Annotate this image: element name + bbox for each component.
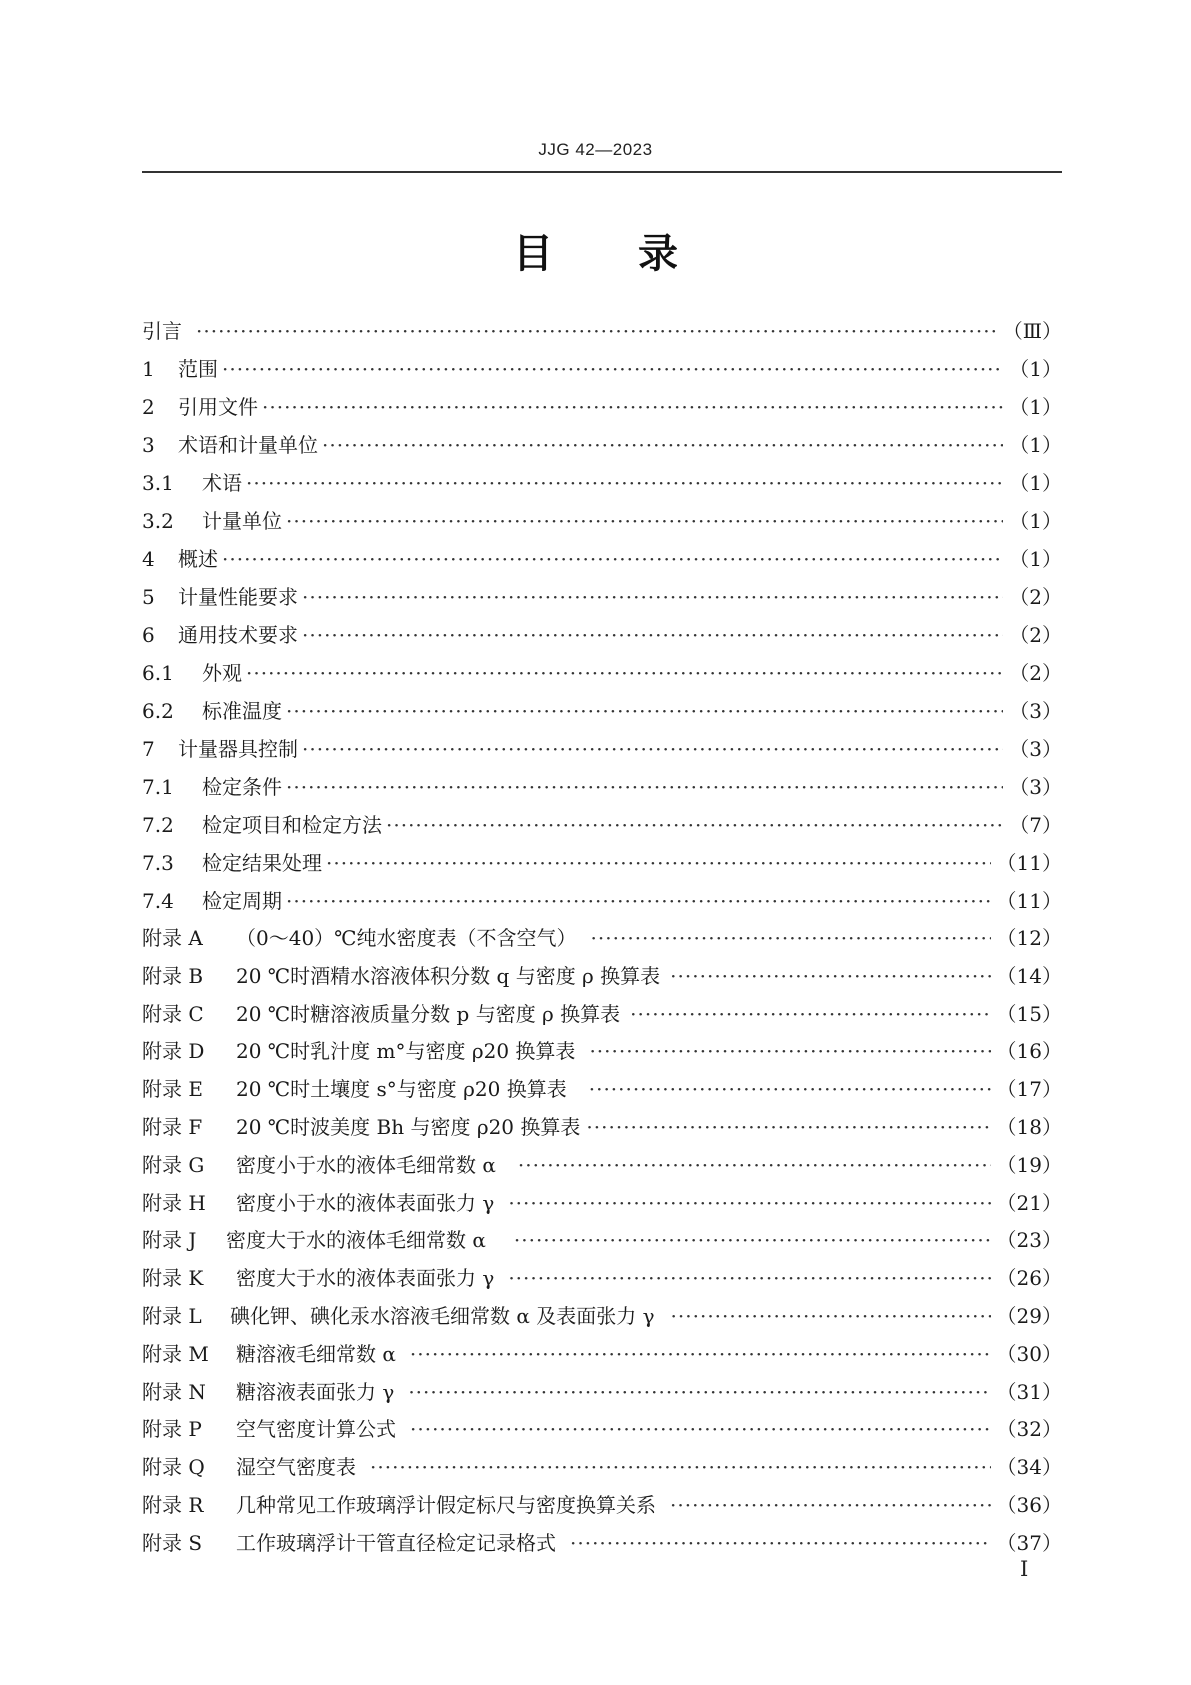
toc-entry-label: 几种常见工作玻璃浮计假定标尺与密度换算关系 [236, 1492, 656, 1517]
header-divider [142, 171, 1062, 173]
toc-entry-page: （Ⅲ） [1002, 319, 1062, 343]
toc-entry-label: 检定周期 [202, 889, 282, 913]
toc-entry-page: （32） [996, 1417, 1062, 1442]
toc-entry-appendix[interactable] [142, 1298, 1062, 1336]
toc-entry-page: （36） [996, 1492, 1062, 1517]
toc-entry-number: 附录 R [142, 1492, 204, 1517]
toc-entry[interactable] [142, 844, 1062, 882]
toc-entry-page: （1） [1009, 547, 1062, 571]
toc-leader-dots [670, 958, 990, 996]
toc-entry-number: 附录 N [142, 1379, 206, 1404]
toc-entry-page: （1） [1009, 509, 1062, 533]
toc-entry-label: 范围 [178, 357, 218, 381]
toc-entry-label: 碘化钾、碘化汞水溶液毛细常数 α 及表面张力 γ [230, 1303, 655, 1328]
toc-leader-dots [302, 578, 1003, 616]
toc-entry[interactable] [142, 654, 1062, 692]
toc-entry-number: 附录 K [142, 1266, 204, 1291]
toc-entry-page: （11） [996, 851, 1062, 875]
toc-entry[interactable] [142, 350, 1062, 388]
toc-entry-label: 工作玻璃浮计干管直径检定记录格式 [236, 1530, 556, 1555]
toc-entry-label: 密度大于水的液体毛细常数 α [226, 1228, 486, 1253]
toc-entry-appendix[interactable] [142, 1449, 1062, 1487]
toc-entry[interactable] [142, 388, 1062, 426]
table-of-contents [142, 312, 1062, 1563]
toc-entry-label: 术语和计量单位 [178, 433, 318, 457]
toc-entry-page: （15） [996, 1001, 1062, 1026]
toc-entry-label: 20 ℃时酒精水溶液体积分数 q 与密度 ρ 换算表 [236, 963, 661, 988]
toc-entry[interactable] [142, 730, 1062, 768]
toc-entry-page: （26） [996, 1266, 1062, 1291]
toc-entry-number: 5 [142, 585, 155, 609]
toc-entry-number: 7.2 [142, 813, 174, 837]
toc-entry-label: 检定项目和检定方法 [202, 813, 382, 837]
page-title-char-2: 录 [638, 231, 678, 277]
toc-entry[interactable] [142, 806, 1062, 844]
toc-entry-appendix[interactable] [142, 1185, 1062, 1223]
toc-leader-dots [408, 1374, 990, 1412]
toc-entry-number: 3.2 [142, 509, 174, 533]
toc-entry-number: 7.3 [142, 851, 174, 875]
toc-entry[interactable] [142, 426, 1062, 464]
toc-leader-dots [322, 426, 1003, 464]
toc-entry-label: 糖溶液表面张力 γ [236, 1379, 395, 1404]
toc-entry-label: 外观 [202, 661, 242, 685]
toc-leader-dots [630, 996, 990, 1034]
toc-leader-dots [589, 1033, 990, 1071]
toc-leader-dots [671, 1298, 991, 1336]
toc-entry-number: 附录 Q [142, 1455, 205, 1480]
toc-entry-appendix[interactable] [142, 1374, 1062, 1412]
toc-entry-number: 附录 P [142, 1417, 202, 1442]
toc-entry-appendix[interactable] [142, 920, 1062, 958]
toc-entry[interactable] [142, 502, 1062, 540]
toc-entry-appendix[interactable] [142, 1033, 1062, 1071]
toc-entry-page: （2） [1009, 585, 1062, 609]
toc-entry-label: 20 ℃时土壤度 s°与密度 ρ20 换算表 [236, 1077, 567, 1102]
toc-entry-page: （34） [996, 1455, 1062, 1480]
toc-entry-page: （3） [1009, 699, 1062, 723]
toc-entry-number: 7.4 [142, 889, 174, 913]
toc-entry-appendix[interactable] [142, 1411, 1062, 1449]
standard-code-header: JJG 42—2023 [538, 140, 653, 159]
toc-leader-dots [222, 540, 1003, 578]
toc-entry-page: （7） [1009, 813, 1062, 837]
toc-entry-label: 检定条件 [202, 775, 282, 799]
toc-entry-number: 附录 A [142, 926, 203, 950]
toc-entry-label: 20 ℃时糖溶液质量分数 p 与密度 ρ 换算表 [236, 1001, 621, 1026]
toc-leader-dots [570, 1525, 991, 1563]
toc-entry-label: 密度大于水的液体表面张力 γ [236, 1266, 495, 1291]
toc-entry-appendix[interactable] [142, 1336, 1062, 1374]
toc-entry-page: （17） [996, 1077, 1062, 1102]
toc-leader-dots [518, 1147, 991, 1185]
toc-leader-dots [262, 388, 1003, 426]
toc-entry-number: 附录 D [142, 1039, 205, 1064]
toc-leader-dots [302, 730, 1003, 768]
toc-entry-label: 计量单位 [202, 509, 282, 533]
toc-entry-number: 6 [142, 623, 155, 647]
toc-entry-label: 标准温度 [202, 699, 282, 723]
toc-entry-page: （23） [996, 1228, 1062, 1253]
toc-entry-number: 附录 J [142, 1228, 197, 1253]
toc-entry-page: （2） [1009, 623, 1062, 647]
toc-entry-page: （30） [996, 1341, 1062, 1366]
toc-entry-page: （18） [996, 1114, 1062, 1139]
toc-leader-dots [246, 464, 1003, 502]
toc-entry[interactable] [142, 882, 1062, 920]
toc-entry-page: （1） [1009, 471, 1062, 495]
toc-entry-page: （31） [996, 1379, 1062, 1404]
toc-entry-page: （19） [996, 1152, 1062, 1177]
toc-entry[interactable] [142, 578, 1062, 616]
toc-entry-number: 6.2 [142, 699, 174, 723]
toc-entry-number: 附录 E [142, 1077, 203, 1102]
toc-entry-page: （11） [996, 889, 1062, 913]
toc-entry-number: 7.1 [142, 775, 174, 799]
toc-entry-appendix[interactable] [142, 1222, 1062, 1260]
toc-entry-page: （16） [996, 1039, 1062, 1064]
toc-entry-number: 附录 L [142, 1303, 202, 1328]
toc-entry-page: （3） [1009, 737, 1062, 761]
toc-entry-number: 附录 S [142, 1530, 203, 1555]
toc-leader-dots [246, 654, 1003, 692]
toc-leader-dots [222, 350, 1003, 388]
toc-entry-page: （2） [1009, 661, 1062, 685]
toc-entry-label: 通用技术要求 [178, 623, 298, 647]
toc-leader-dots [508, 1260, 990, 1298]
toc-entry-label: 术语 [202, 471, 242, 495]
toc-entry-label: 空气密度计算公式 [236, 1417, 396, 1442]
toc-entry-number: 附录 H [142, 1190, 206, 1215]
toc-entry-number: 附录 F [142, 1114, 203, 1139]
toc-entry-page: （14） [996, 963, 1062, 988]
toc-entry[interactable] [142, 692, 1062, 730]
toc-entry-page: （29） [996, 1303, 1062, 1328]
toc-entry-label: 概述 [178, 547, 218, 571]
toc-leader-dots [302, 616, 1003, 654]
toc-entry-page: （21） [996, 1190, 1062, 1215]
toc-entry-label: 糖溶液毛细常数 α [236, 1341, 396, 1366]
toc-entry-number: 6.1 [142, 661, 174, 685]
toc-entry-label: 引用文件 [178, 395, 258, 419]
toc-leader-dots [586, 1109, 990, 1147]
toc-entry-appendix[interactable] [142, 1147, 1062, 1185]
toc-entry-label: 密度小于水的液体表面张力 γ [236, 1190, 495, 1215]
toc-entry-page: （12） [996, 926, 1062, 950]
toc-leader-dots [386, 806, 1003, 844]
toc-entry-label: （0～40）℃纯水密度表（不含空气） [236, 926, 577, 950]
toc-entry[interactable] [142, 768, 1062, 806]
toc-entry-number: 附录 M [142, 1341, 209, 1366]
toc-entry-label: 20 ℃时乳汁度 m°与密度 ρ20 换算表 [236, 1039, 576, 1064]
toc-entry-page: （37） [996, 1530, 1062, 1555]
toc-entry-label: 引言 [142, 319, 182, 343]
page-title [0, 222, 1191, 279]
toc-entry-number: 2 [142, 395, 155, 419]
page-title-char-1: 目 [513, 231, 553, 277]
toc-entry-number: 1 [142, 357, 155, 381]
toc-entry[interactable] [142, 464, 1062, 502]
toc-leader-dots [196, 312, 997, 350]
toc-entry-page: （1） [1009, 357, 1062, 381]
toc-entry-number: 7 [142, 737, 155, 761]
toc-leader-dots [670, 1487, 991, 1525]
toc-leader-dots [410, 1336, 991, 1374]
toc-leader-dots [591, 920, 991, 958]
toc-leader-dots [589, 1071, 991, 1109]
toc-leader-dots [326, 844, 991, 882]
toc-entry-number: 3 [142, 433, 155, 457]
toc-entry-appendix[interactable] [142, 1260, 1062, 1298]
toc-entry-label: 密度小于水的液体毛细常数 α [236, 1152, 496, 1177]
toc-entry-number: 4 [142, 547, 155, 571]
toc-entry-appendix[interactable] [142, 958, 1062, 996]
toc-leader-dots [508, 1185, 990, 1223]
toc-entry-appendix[interactable] [142, 1487, 1062, 1525]
toc-entry-page: （1） [1009, 395, 1062, 419]
toc-entry-number: 附录 B [142, 963, 204, 988]
toc-entry-number: 附录 G [142, 1152, 205, 1177]
toc-entry[interactable] [142, 616, 1062, 654]
toc-entry-label: 计量器具控制 [178, 737, 298, 761]
toc-entry-page: （3） [1009, 775, 1062, 799]
toc-entry-appendix[interactable] [142, 1109, 1062, 1147]
toc-leader-dots [286, 502, 1003, 540]
toc-entry-label: 计量性能要求 [178, 585, 298, 609]
toc-entry-appendix[interactable] [142, 996, 1062, 1034]
toc-entry[interactable] [142, 540, 1062, 578]
toc-leader-dots [514, 1222, 991, 1260]
toc-entry-label: 湿空气密度表 [236, 1455, 356, 1480]
page-number: Ⅰ [1020, 1557, 1029, 1581]
toc-entry-number: 3.1 [142, 471, 174, 495]
toc-leader-dots [370, 1449, 991, 1487]
toc-entry-label: 检定结果处理 [202, 851, 322, 875]
toc-entry-label: 20 ℃时波美度 Bh 与密度 ρ20 换算表 [236, 1114, 581, 1139]
toc-leader-dots [286, 692, 1003, 730]
toc-entry-page: （1） [1009, 433, 1062, 457]
toc-entry[interactable] [142, 312, 1062, 350]
toc-entry-appendix[interactable] [142, 1071, 1062, 1109]
toc-leader-dots [410, 1411, 991, 1449]
toc-leader-dots [286, 882, 991, 920]
toc-entry-appendix[interactable] [142, 1525, 1062, 1563]
toc-entry-number: 附录 C [142, 1001, 204, 1026]
toc-leader-dots [286, 768, 1003, 806]
